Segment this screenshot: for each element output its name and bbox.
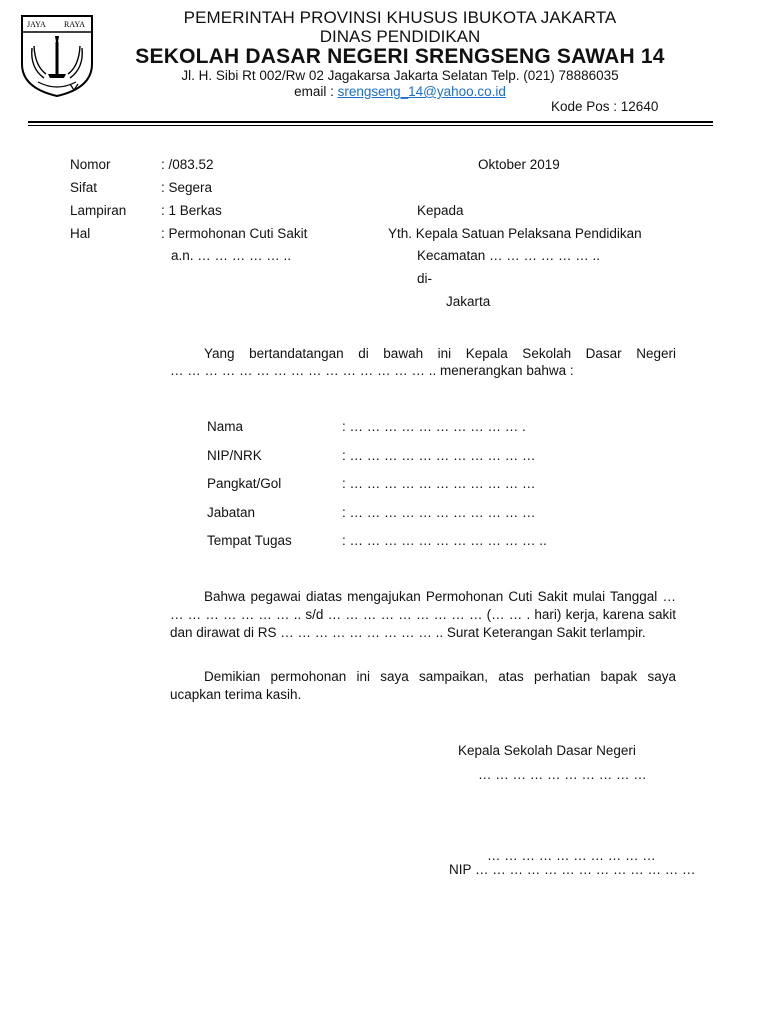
letterhead-department: DINAS PENDIDIKAN — [319, 27, 481, 46]
lampiran-label: Lampiran — [70, 203, 127, 218]
hal-label: Hal — [70, 226, 91, 241]
letterhead-school-name: SEKOLAH DASAR NEGERI SRENGSENG SAWAH 14 — [135, 45, 665, 68]
logo-text-left: JAYA — [27, 20, 46, 29]
field-label-jabatan: Jabatan — [207, 505, 256, 520]
field-label-nama: Nama — [207, 419, 244, 434]
signature-school-blank: … … … … … … … … … … — [478, 767, 647, 782]
hal-value: : Permohonan Cuti Sakit — [161, 226, 308, 241]
intro-line-1: Yang bertandatangan di bawah ini Kepala Sekolah Dasar Negeri — [204, 346, 676, 361]
recipient-kecamatan: Kecamatan … … … … … … .. — [417, 248, 601, 263]
field-value-tempat-tugas: : … … … … … … … … … … … .. — [342, 533, 547, 548]
nomor-value: : /083.52 — [161, 157, 214, 172]
recipient-city: Jakarta — [446, 294, 491, 309]
field-label-tempat-tugas: Tempat Tugas — [207, 533, 292, 548]
sifat-value: : Segera — [161, 180, 213, 195]
field-value-pangkat: : … … … … … … … … … … … — [342, 476, 536, 491]
lampiran-value: : 1 Berkas — [161, 203, 222, 218]
paragraph-closing: Demikian permohonan ini saya sampaikan, atas perhatian bapak saya ucapkan terima kasih. — [170, 669, 676, 702]
letterhead-email-line — [100, 84, 700, 99]
field-value-jabatan: : … … … … … … … … … … … — [342, 505, 536, 520]
letterhead-address: Jl. H. Sibi Rt 002/Rw 02 Jagakarsa Jakarta Selatan Telp. (021) 78886035 — [181, 68, 619, 83]
nomor-label: Nomor — [70, 157, 111, 172]
letterhead-divider-thin — [28, 125, 713, 126]
letterhead-government: PEMERINTAH PROVINSI KHUSUS IBUKOTA JAKARTA — [183, 8, 617, 27]
recipient-title: Yth. Kepala Satuan Pelaksana Pendidikan — [388, 226, 642, 241]
field-value-nama: : … … … … … … … … … … . — [342, 419, 526, 434]
field-value-nip: : … … … … … … … … … … … — [342, 448, 536, 463]
recipient-di: di- — [417, 271, 433, 286]
letterhead-divider — [28, 121, 713, 123]
email-link[interactable]: srengseng_14@yahoo.co.id — [337, 84, 506, 99]
recipient-kepada: Kepada — [417, 203, 464, 218]
paragraph-cuti: Bahwa pegawai diatas mengajukan Permohonan Cuti Sakit mulai Tanggal … … … … … … … … .. s/d … … … … … … … … … (… … . hari) kerja, karena sakit dan dirawat di RS … … … … … … … … … .. Surat Keterangan Sakit terlampir. — [170, 589, 676, 640]
an-line: a.n. … … … … … .. — [171, 248, 292, 263]
signature-title: Kepala Sekolah Dasar Negeri — [458, 743, 636, 758]
jakarta-emblem-logo — [18, 12, 96, 98]
field-label-nip: NIP/NRK — [207, 448, 262, 463]
sifat-label: Sifat — [70, 180, 98, 195]
field-label-pangkat: Pangkat/Gol — [207, 476, 282, 491]
intro-line-2: … … … … … … … … … … … … … … … .. menerangkan bahwa : — [170, 363, 574, 378]
signature-name-blank: … … … … … … … … … … — [487, 848, 656, 863]
postal-code: Kode Pos : 12640 — [551, 99, 659, 114]
letter-date: Oktober 2019 — [478, 157, 560, 172]
email-label: email : — [294, 84, 338, 99]
logo-text-right: RAYA — [64, 20, 86, 29]
signature-nip: NIP … … … … … … … … … … … … … — [449, 862, 696, 877]
